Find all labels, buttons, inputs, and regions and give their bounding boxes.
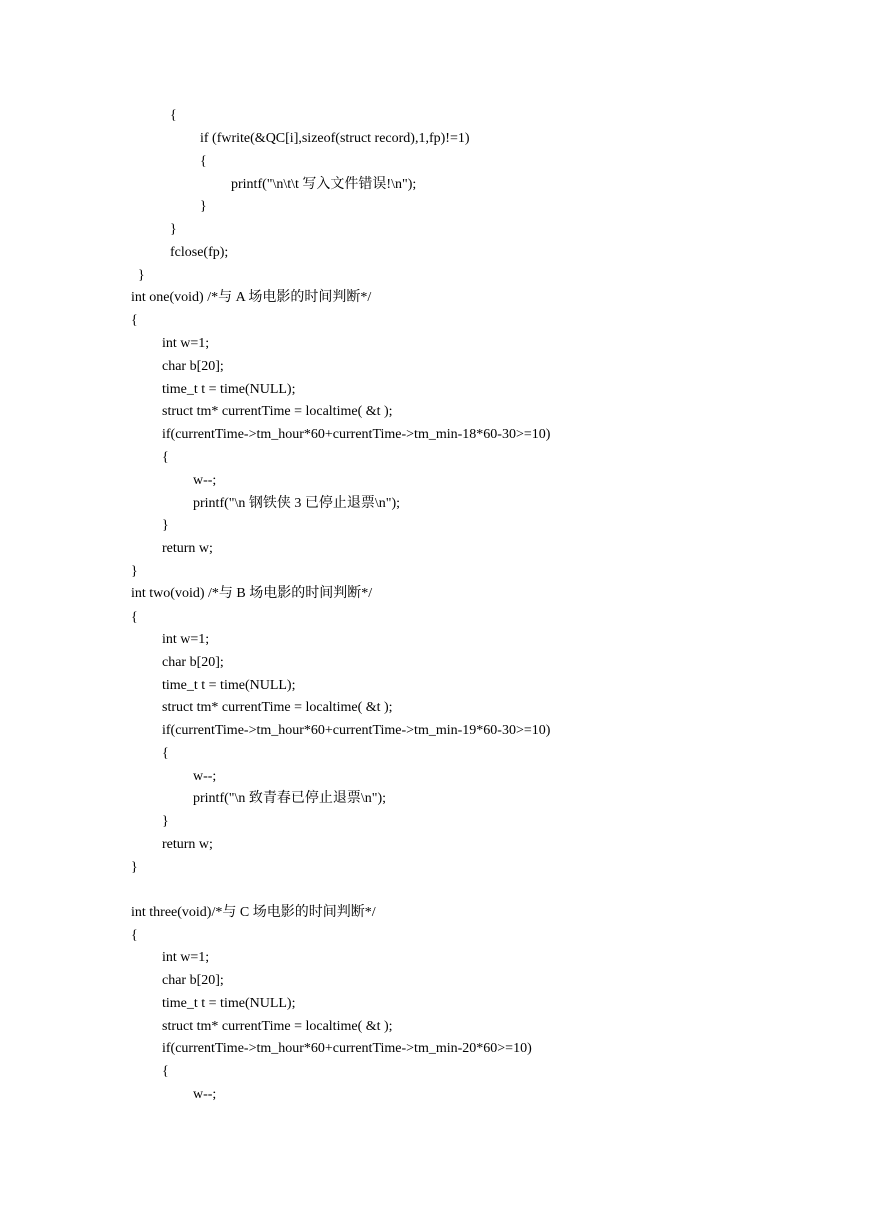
code-line: time_t t = time(NULL); <box>162 382 296 397</box>
code-line: { <box>162 450 169 465</box>
code-line: int one(void) /*与 A 场电影的时间判断*/ <box>131 290 372 305</box>
code-line: return w; <box>162 837 213 852</box>
code-line: } <box>200 199 207 214</box>
code-line: } <box>162 814 169 829</box>
code-line: char b[20]; <box>162 973 224 988</box>
code-line: time_t t = time(NULL); <box>162 996 296 1011</box>
code-line: printf("\n 致青春已停止退票\n"); <box>193 791 387 806</box>
code-line: int w=1; <box>162 336 210 351</box>
code-line: struct tm* currentTime = localtime( &t ); <box>162 404 393 419</box>
code-line: int three(void)/*与 C 场电影的时间判断*/ <box>131 905 376 920</box>
code-line: struct tm* currentTime = localtime( &t ); <box>162 1019 393 1034</box>
code-line: { <box>170 108 177 123</box>
code-line: w--; <box>193 1087 217 1102</box>
code-line: { <box>200 154 207 169</box>
code-line: } <box>131 860 138 875</box>
code-line: fclose(fp); <box>170 245 229 260</box>
code-line: { <box>131 610 138 625</box>
code-line: time_t t = time(NULL); <box>162 678 296 693</box>
code-line: if (fwrite(&QC[i],sizeof(struct record),1,fp)!=1) <box>200 131 470 146</box>
code-line: printf("\n\t\t 写入文件错误!\n"); <box>231 177 417 192</box>
code-line: char b[20]; <box>162 655 224 670</box>
code-line: { <box>162 1064 169 1079</box>
code-line: } <box>162 518 169 533</box>
code-line: char b[20]; <box>162 359 224 374</box>
code-line: if(currentTime->tm_hour*60+currentTime->tm_min-18*60-30>=10) <box>162 427 551 442</box>
code-line: return w; <box>162 541 213 556</box>
code-line: w--; <box>193 473 217 488</box>
code-line: printf("\n 钢铁侠 3 已停止退票\n"); <box>193 496 401 511</box>
code-line: int two(void) /*与 B 场电影的时间判断*/ <box>131 586 373 601</box>
code-line: struct tm* currentTime = localtime( &t ); <box>162 700 393 715</box>
code-line: if(currentTime->tm_hour*60+currentTime->tm_min-20*60>=10) <box>162 1041 532 1056</box>
code-line: int w=1; <box>162 950 210 965</box>
code-line: int w=1; <box>162 632 210 647</box>
code-line: { <box>131 928 138 943</box>
code-line: } <box>131 564 138 579</box>
code-line: } <box>170 222 177 237</box>
code-line: if(currentTime->tm_hour*60+currentTime->tm_min-19*60-30>=10) <box>162 723 551 738</box>
code-line: } <box>138 268 145 283</box>
code-line: { <box>162 746 169 761</box>
code-line: w--; <box>193 769 217 784</box>
code-line: { <box>131 313 138 328</box>
